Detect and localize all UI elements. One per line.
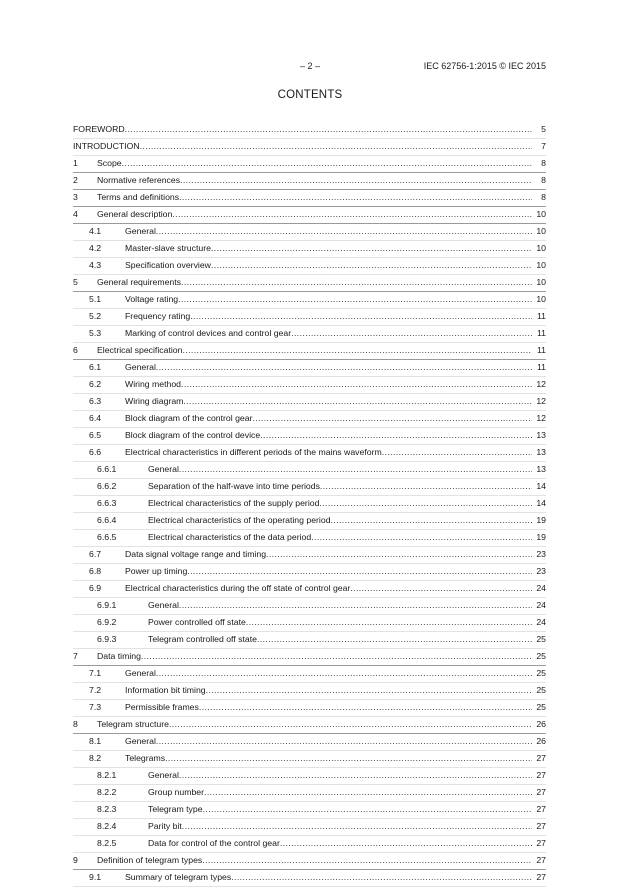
toc-section-number: 6.6.3 [97,498,117,508]
toc-entry[interactable] [73,530,546,547]
toc-section-number: 7.3 [89,702,102,712]
toc-section-title: Electrical characteristics of the supply period [148,498,320,508]
toc-title-with-leader [125,447,532,457]
toc-page-number: 11 [536,311,546,321]
toc-entry[interactable] [73,360,546,377]
toc-section-title: General [148,770,179,780]
toc-page-number: 26 [536,736,546,746]
toc-title-with-leader [125,753,532,763]
toc-section-title: Specification overview [125,260,211,270]
toc-section-title: General requirements [97,277,182,287]
dot-leader [204,787,532,797]
toc-section-number: 8.2.3 [97,804,117,814]
toc-title-with-leader [148,515,532,525]
toc-title-with-leader [148,498,532,508]
dot-leader [331,515,532,525]
toc-section-title: FOREWORD [73,124,125,134]
toc-page-number: 26 [536,719,546,729]
dot-leader [156,226,532,236]
toc-entry[interactable] [73,734,546,751]
toc-section-number: 5 [73,277,78,287]
toc-section-title: Telegram type [148,804,203,814]
toc-title-with-leader [148,617,532,627]
dot-leader [266,549,532,559]
toc-section-number: 6.6.4 [97,515,117,525]
dot-leader [350,583,532,593]
dot-leader [280,838,532,848]
toc-entry[interactable] [73,411,546,428]
dot-leader [320,481,532,491]
toc-title-with-leader [148,787,532,797]
toc-section-number: 7.1 [89,668,102,678]
toc-entry[interactable] [73,207,546,224]
dot-leader [181,277,532,287]
toc-title-with-leader [97,855,532,865]
dot-leader [181,379,532,389]
toc-section-number: 4.2 [89,243,102,253]
toc-title-with-leader [97,345,532,355]
toc-title-with-leader [125,260,532,270]
toc-entry[interactable] [73,173,546,190]
toc-section-title: Marking of control devices and control gear [125,328,292,338]
dot-leader [252,413,532,423]
dot-leader [140,141,532,151]
toc-entry[interactable] [73,513,546,530]
dot-leader [291,328,532,338]
toc-section-title: Definition of telegram types [97,855,203,865]
toc-section-title: Wiring method [125,379,182,389]
toc-section-number: 6 [73,345,78,355]
toc-section-title: Telegrams [125,753,166,763]
toc-section-title: Electrical characteristics during the off state of control gear [125,583,351,593]
toc-page-number: 13 [536,430,546,440]
toc-entry[interactable] [73,564,546,581]
toc-page-number: 27 [536,838,546,848]
toc-entry[interactable] [73,802,546,819]
toc-section-title: Scope [97,158,122,168]
toc-section-title: INTRODUCTION [73,141,140,151]
toc-section-title: Power up timing [125,566,188,576]
toc-title-with-leader [97,158,532,168]
toc-section-number: 5.3 [89,328,102,338]
toc-entry[interactable] [73,343,546,360]
toc-section-title: Power controlled off state [148,617,246,627]
dot-leader [246,617,532,627]
toc-entry[interactable] [73,258,546,275]
toc-section-number: 6.7 [89,549,102,559]
toc-section-number: 7.2 [89,685,102,695]
toc-section-title: Summary of telegram types [125,872,232,882]
toc-entry[interactable] [73,326,546,343]
toc-entry[interactable] [73,547,546,564]
toc-section-number: 5.1 [89,294,102,304]
dot-leader [206,685,532,695]
toc-section-number: 6.6.5 [97,532,117,542]
dot-leader [122,158,532,168]
toc-page-number: 23 [536,549,546,559]
dot-leader [172,209,532,219]
toc-entry[interactable] [73,275,546,292]
page-number: – 2 – [299,61,321,71]
toc-section-number: 2 [73,175,78,185]
toc-page-number: 25 [536,702,546,712]
dot-leader [182,345,532,355]
toc-title-with-leader [148,838,532,848]
toc-section-number: 3 [73,192,78,202]
toc-section-number: 8.2.4 [97,821,117,831]
toc-entry[interactable] [73,224,546,241]
toc-section-number: 6.9.1 [97,600,117,610]
dot-leader [141,651,532,661]
toc-page-number: 8 [541,158,546,168]
toc-entry[interactable] [73,445,546,462]
toc-title-with-leader [125,328,532,338]
toc-section-number: 4.3 [89,260,102,270]
toc-entry[interactable] [73,462,546,479]
contents-title: CONTENTS [277,89,343,101]
toc-page-number: 19 [536,515,546,525]
dot-leader [382,447,532,457]
dot-leader [211,243,532,253]
toc-section-title: General [125,668,156,678]
toc-title-with-leader [125,311,532,321]
toc-entry[interactable] [73,292,546,309]
dot-leader [211,260,532,270]
toc-section-title: Parity bit [148,821,182,831]
toc-section-number: 6.4 [89,413,102,423]
dot-leader [156,736,532,746]
toc-section-title: Data signal voltage range and timing [125,549,267,559]
toc-section-title: Electrical characteristics in different periods of the mains waveform [125,447,382,457]
toc-entry[interactable] [73,377,546,394]
toc-section-title: General description [97,209,173,219]
toc-page-number: 11 [536,345,546,355]
toc-entry[interactable] [73,479,546,496]
toc-page-number: 27 [536,804,546,814]
toc-entry[interactable] [73,122,546,139]
toc-section-number: 8.1 [89,736,102,746]
toc-title-with-leader [148,481,532,491]
toc-section-title: Electrical characteristics of the operating period [148,515,331,525]
toc-entry[interactable] [73,853,546,870]
toc-entry[interactable] [73,717,546,734]
dot-leader [156,668,532,678]
toc-page-number: 27 [536,855,546,865]
toc-page-number: 10 [536,226,546,236]
toc-section-title: Wiring diagram [125,396,184,406]
dot-leader [257,634,532,644]
toc-title-with-leader [125,379,532,389]
toc-section-number: 8 [73,719,78,729]
dot-leader [260,430,532,440]
toc-title-with-leader [97,719,532,729]
toc-page-number: 12 [536,379,546,389]
toc-section-number: 8.2.2 [97,787,117,797]
toc-page-number: 24 [536,600,546,610]
dot-leader [190,311,532,321]
toc-page-number: 27 [536,770,546,780]
toc-section-number: 6.6.1 [97,464,117,474]
toc-page-number: 10 [536,209,546,219]
dot-leader [165,753,532,763]
toc-title-with-leader [97,651,532,661]
toc-section-number: 5.2 [89,311,102,321]
toc-section-title: Terms and definitions [97,192,180,202]
toc-section-title: Information bit timing [125,685,206,695]
toc-title-with-leader [125,362,532,372]
toc-section-title: Electrical characteristics of the data period [148,532,312,542]
toc-page-number: 24 [536,617,546,627]
toc-title-with-leader [125,702,532,712]
toc-page-number: 8 [541,192,546,202]
toc-page-number: 12 [536,413,546,423]
toc-page-number: 25 [536,668,546,678]
toc-entry[interactable] [73,428,546,445]
toc-section-number: 6.1 [89,362,102,372]
toc-page-number: 25 [536,685,546,695]
toc-section-title: Master-slave structure [125,243,211,253]
toc-title-with-leader [125,430,532,440]
toc-entry[interactable] [73,615,546,632]
toc-page-number: 7 [541,141,546,151]
toc-title-with-leader [73,124,532,134]
toc-page-number: 5 [541,124,546,134]
toc-section-number: 8.2 [89,753,102,763]
toc-page-number: 13 [536,447,546,457]
toc-entry[interactable] [73,598,546,615]
toc-section-number: 6.6.2 [97,481,117,491]
toc-title-with-leader [125,294,532,304]
toc-title-with-leader [148,770,532,780]
toc-section-number: 8.2.5 [97,838,117,848]
toc-entry[interactable] [73,394,546,411]
toc-entry[interactable] [73,649,546,666]
toc-title-with-leader [125,243,532,253]
dot-leader [179,600,532,610]
dot-leader [199,702,532,712]
toc-entry[interactable] [73,241,546,258]
toc-section-title: General [148,600,179,610]
toc-section-number: 7 [73,651,78,661]
toc-section-number: 6.3 [89,396,102,406]
toc-title-with-leader [125,549,532,559]
toc-section-title: Normative references [97,175,181,185]
toc-title-with-leader [148,821,532,831]
toc-section-title: Group number [148,787,205,797]
toc-page-number: 10 [536,294,546,304]
dot-leader [179,770,532,780]
dot-leader [183,396,532,406]
toc-title-with-leader [97,277,532,287]
toc-entry[interactable] [73,870,546,887]
toc-entry[interactable] [73,156,546,173]
toc-section-title: Separation of the half-wave into time periods [148,481,320,491]
toc-page-number: 11 [536,328,546,338]
table-of-contents [73,122,546,887]
toc-section-number: 9 [73,855,78,865]
toc-section-title: Data for control of the control gear [148,838,280,848]
toc-page-number: 14 [536,481,546,491]
toc-entry[interactable] [73,632,546,649]
toc-page-number: 10 [536,277,546,287]
toc-page-number: 27 [536,872,546,882]
dot-leader [180,175,532,185]
toc-section-number: 6.9.2 [97,617,117,627]
dot-leader [231,872,532,882]
toc-title-with-leader [148,804,532,814]
toc-page-number: 25 [536,651,546,661]
toc-page-number: 24 [536,583,546,593]
toc-section-number: 6.6 [89,447,102,457]
toc-title-with-leader [97,192,532,202]
dot-leader [125,124,532,134]
toc-section-title: General [148,464,179,474]
dot-leader [202,855,532,865]
toc-entry[interactable] [73,666,546,683]
dot-leader [156,362,532,372]
toc-entry[interactable] [73,190,546,207]
toc-title-with-leader [125,736,532,746]
dot-leader [179,192,532,202]
dot-leader [169,719,532,729]
toc-page-number: 25 [536,634,546,644]
toc-page-number: 10 [536,260,546,270]
toc-page-number: 8 [541,175,546,185]
toc-section-number: 6.5 [89,430,102,440]
toc-section-number: 6.9.3 [97,634,117,644]
toc-section-number: 9.1 [89,872,102,882]
toc-section-title: Block diagram of the control device [125,430,261,440]
toc-title-with-leader [148,634,532,644]
toc-page-number: 11 [536,362,546,372]
toc-entry[interactable] [73,785,546,802]
toc-title-with-leader [125,566,532,576]
dot-leader [203,804,532,814]
toc-section-title: Block diagram of the control gear [125,413,253,423]
toc-title-with-leader [148,532,532,542]
toc-section-title: Telegram controlled off state [148,634,257,644]
toc-title-with-leader [148,600,532,610]
toc-section-number: 6.9 [89,583,102,593]
toc-section-number: 6.2 [89,379,102,389]
toc-title-with-leader [125,226,532,236]
toc-title-with-leader [125,396,532,406]
toc-section-title: Frequency rating [125,311,191,321]
toc-page-number: 27 [536,787,546,797]
toc-title-with-leader [73,141,532,151]
toc-section-number: 6.8 [89,566,102,576]
toc-section-title: Electrical specification [97,345,183,355]
toc-page-number: 27 [536,821,546,831]
toc-section-number: 4 [73,209,78,219]
toc-title-with-leader [125,872,532,882]
toc-section-title: Voltage rating [125,294,179,304]
toc-entry[interactable] [73,836,546,853]
toc-entry[interactable] [73,581,546,598]
toc-entry[interactable] [73,496,546,513]
toc-title-with-leader [97,209,532,219]
dot-leader [311,532,532,542]
toc-section-number: 8.2.1 [97,770,117,780]
toc-entry[interactable] [73,139,546,156]
dot-leader [182,821,532,831]
toc-entry[interactable] [73,768,546,785]
toc-section-title: General [125,736,156,746]
toc-page-number: 27 [536,753,546,763]
toc-page-number: 13 [536,464,546,474]
toc-entry[interactable] [73,700,546,717]
toc-title-with-leader [125,583,532,593]
toc-section-number: 4.1 [89,226,102,236]
toc-title-with-leader [125,413,532,423]
toc-section-title: Permissible frames [125,702,199,712]
toc-entry[interactable] [73,683,546,700]
toc-title-with-leader [97,175,532,185]
toc-section-title: Telegram structure [97,719,169,729]
toc-section-title: General [125,226,156,236]
dot-leader [187,566,532,576]
toc-title-with-leader [125,685,532,695]
toc-entry[interactable] [73,819,546,836]
toc-title-with-leader [125,668,532,678]
toc-entry[interactable] [73,309,546,326]
toc-title-with-leader [148,464,532,474]
toc-section-title: General [125,362,156,372]
toc-section-title: Data timing [97,651,141,661]
toc-entry[interactable] [73,751,546,768]
toc-page-number: 19 [536,532,546,542]
toc-page-number: 10 [536,243,546,253]
dot-leader [319,498,532,508]
dot-leader [178,294,532,304]
toc-section-number: 1 [73,158,78,168]
toc-page-number: 14 [536,498,546,508]
toc-page-number: 12 [536,396,546,406]
standard-reference: IEC 62756-1:2015 © IEC 2015 [423,61,546,71]
dot-leader [179,464,532,474]
toc-page-number: 23 [536,566,546,576]
